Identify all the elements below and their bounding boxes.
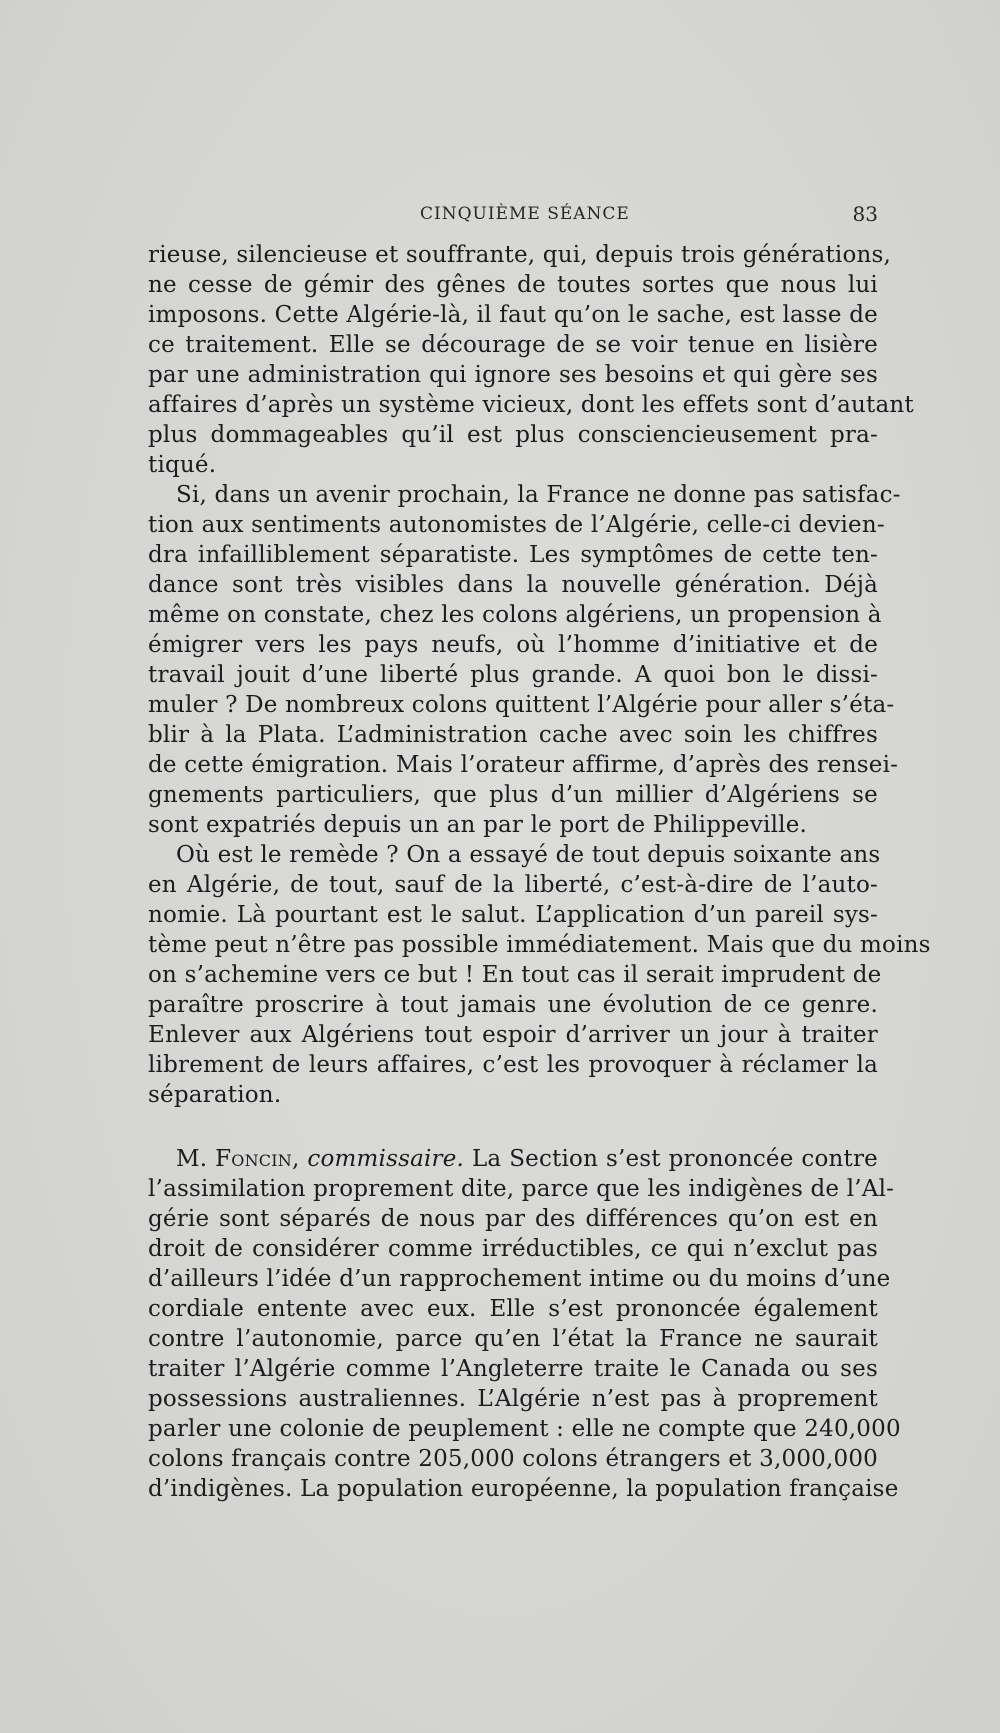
text-line: dra infailliblement séparatiste. Les symptômes de cette ten-	[148, 542, 878, 568]
paragraph-3	[148, 840, 931, 1110]
text-line: émigrer vers les pays neufs, où l’homme d’initiative et de	[148, 632, 878, 658]
text-line: en Algérie, de tout, sauf de la liberté, c’est-à-dire de l’auto-	[148, 872, 878, 898]
text-line: gnements particuliers, que plus d’un millier d’Algériens se	[148, 782, 878, 808]
text-line: d’indigènes. La population européenne, la population française	[148, 1476, 899, 1502]
text-line: séparation.	[148, 1082, 282, 1108]
text-line: Où est le remède ? On a essayé de tout depuis soixante ans	[176, 842, 881, 868]
text-line: imposons. Cette Algérie-là, il faut qu’on le sache, est lasse de	[148, 302, 878, 328]
page-number: 83	[852, 202, 878, 226]
text-line: dance sont très visibles dans la nouvelle génération. Déjà	[148, 572, 878, 598]
text-line: Enlever aux Algériens tout espoir d’arriver un jour à traiter	[148, 1022, 878, 1048]
text-line: possessions australiennes. L’Algérie n’est pas à proprement	[148, 1386, 878, 1412]
text-line: d’ailleurs l’idée d’un rapprochement intime ou du moins d’une	[148, 1266, 891, 1292]
text-line: plus dommageables qu’il est plus consciencieusement pra-	[148, 422, 878, 448]
text-line: travail jouit d’une liberté plus grande. A quoi bon le dissi-	[148, 662, 878, 688]
text-line: ne cesse de gémir des gênes de toutes sortes que nous lui	[148, 272, 878, 298]
text-line: colons français contre 205,000 colons étrangers et 3,000,000	[148, 1446, 878, 1472]
text-line: rieuse, silencieuse et souffrante, qui, depuis trois générations,	[148, 242, 892, 268]
text-line: tion aux sentiments autonomistes de l’Algérie, celle-ci devien-	[148, 512, 885, 538]
text-line: muler ? De nombreux colons quittent l’Algérie pour aller s’éta-	[148, 692, 895, 718]
text-line: par une administration qui ignore ses besoins et qui gère ses	[148, 362, 878, 388]
text-line: blir à la Plata. L’administration cache avec soin les chiffres	[148, 722, 878, 748]
text-line: contre l’autonomie, parce qu’en l’état la France ne saurait	[148, 1326, 878, 1352]
page-header	[148, 202, 878, 232]
paragraph-4	[148, 1144, 901, 1504]
text-line: cordiale entente avec eux. Elle s’est prononcée également	[148, 1296, 878, 1322]
text-line: librement de leurs affaires, c’est les provoquer à réclamer la	[148, 1052, 878, 1078]
running-head: CINQUIÈME SÉANCE	[420, 204, 630, 224]
speaker-line	[148, 1144, 878, 1174]
text-line: Si, dans un avenir prochain, la France ne donne pas satisfac-	[176, 482, 901, 508]
text-line: même on constate, chez les colons algériens, un propension à	[148, 602, 882, 628]
text-line: droit de considérer comme irréductibles, ce qui n’exclut pas	[148, 1236, 878, 1262]
text-line: paraître proscrire à tout jamais une évolution de ce genre.	[148, 992, 878, 1018]
text-line: on s’achemine vers ce but ! En tout cas il serait imprudent de	[148, 962, 882, 988]
speaker-role: commissaire.	[307, 1146, 465, 1172]
text-line: ce traitement. Elle se décourage de se voir tenue en lisière	[148, 332, 878, 358]
paragraph-2	[148, 480, 901, 840]
text-line: tiqué.	[148, 452, 217, 478]
text-line: parler une colonie de peuplement : elle ne compte que 240,000	[148, 1416, 901, 1442]
text-line: sont expatriés depuis un an par le port de Philippeville.	[148, 812, 808, 838]
text-line: affaires d’après un système vicieux, dont les effets sont d’autant	[148, 392, 914, 418]
text-line: nomie. Là pourtant est le salut. L’application d’un pareil sys-	[148, 902, 878, 928]
text-fragment: La Section s’est prononcée contre	[471, 1146, 878, 1172]
text-line: tème peut n’être pas possible immédiatement. Mais que du moins	[148, 932, 931, 958]
paragraph-1	[148, 240, 914, 480]
text-line: traiter l’Algérie comme l’Angleterre traite le Canada ou ses	[148, 1356, 878, 1382]
text-line: de cette émigration. Mais l’orateur affirme, d’après des rensei-	[148, 752, 899, 778]
paragraph-gap	[148, 1110, 878, 1144]
text-line: l’assimilation proprement dite, parce que les indigènes de l’Al-	[148, 1176, 895, 1202]
text-line: gérie sont séparés de nous par des différences qu’on est en	[148, 1206, 878, 1232]
speaker-name: M. Foncin,	[176, 1146, 300, 1172]
body-text	[148, 240, 931, 1504]
